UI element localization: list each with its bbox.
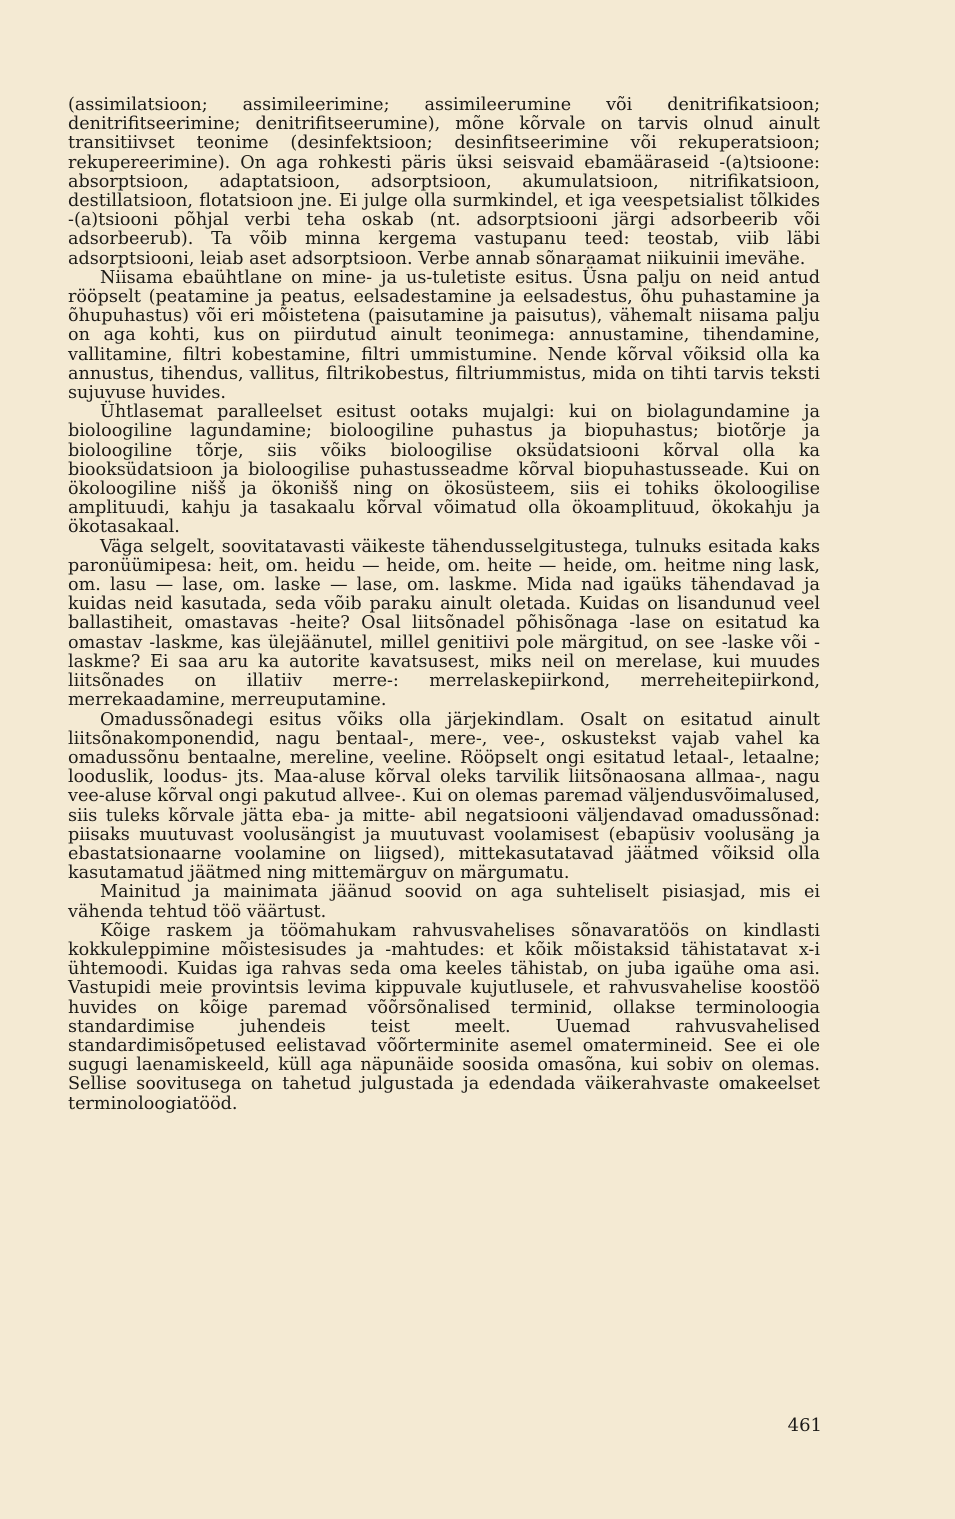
paragraph-1: (assimilatsioon; assimileerimine; assimileerumine või denitrifikatsioon; denitrifitseerimine; denitrifitseerumine), mõne kõrvale on tarvis olnud ainult transitiivset teonime (desinfektsioon; desinfitseerimine või rekuperatsioon; rekupereerimine). On aga rohkesti päris üksi seisvaid ebamääraseid -(a)tsioone: absorptsioon, adaptatsioon, adsorptsioon, akumulatsioon, nitrifikatsioon, destillatsioon, flotatsioon jne. Ei julge olla surmkindel, et iga veespetsialist tõlkides -(a)tsiooni põhjal verbi teha oskab (nt. adsorptsiooni järgi adsorbeerib või adsorbeerub). Ta võib minna kergema vastupanu teed: teostab, viib läbi adsorptsiooni, leiab aset adsorptsioon. Verbe annab sõnaraamat niikuinii imevähe. [68,95,820,269]
paragraph-6: Mainitud ja mainimata jäänud soovid on aga suhteliselt pisiasjad, mis ei vähenda tehtud töö väärtust. [68,882,820,922]
page-body [68,96,820,1114]
paragraph-4: Väga selgelt, soovitatavasti väikeste tähendusselgitustega, tulnuks esitada kaks paronüümipesa: heit, om. heidu — heide, om. heite — heide, om. heitme ning lask, om. lasu — lase, om. laske — lase, om. laskme. Mida nad igaüks tähendavad ja kuidas neid kasutada, seda võib paraku ainult oletada. Kuidas on lisandunud veel ballastiheit, omastavas -heite? Osal liitsõnadel põhisõnaga -lase on esitatud ka omastav -laskme, kas ülejäänutel, millel genitiivi pole märgitud, on see -laske või -laskme? Ei saa aru ka autorite kavatsusest, miks neil on merelase, kui muudes liitsõnades on illatiiv merre-: merrelaskepiirkond, merreheitepiirkond, merrekaadamine, merreuputamine. [68,536,820,711]
paragraph-7: Kõige raskem ja töömahukam rahvusvahelises sõnavaratöös on kindlasti kokkuleppimine mõistesisudes ja -mahtudes: et kõik mõistaksid tähistatavat x-i ühtemoodi. Kuidas iga rahvas seda oma keeles tähistab, on juba igaühe oma asi. Vastupidi meie provintsis levima kippuvale kujutlusele, et rahvusvahelise koostöö huvides on kõige paremad võõrsõnalised terminid, ollakse terminoloogia standardimise juhendeis teist meelt. Uuemad rahvusvahelised standardimisõpetused eelistavad võõrterminite asemel omatermineid. See ei ole sugugi laenamiskeeld, küll aga näpunäide soosida omasõna, kui sobiv on olemas. Sellise soovitusega on tahetud julgustada ja edendada väikerahvaste omakeelset terminoloogiatööd. [68,920,820,1114]
page-number: 461 [787,1415,822,1436]
paragraph-2: Niisama ebaühtlane on mine- ja us-tuletiste esitus. Üsna palju on neid antud rööpselt (peatamine ja peatus, eelsadestamine ja eelsadestus, õhu puhastamine ja õhupuhastus) või eri mõistetena (paisutamine ja paisutus), vähemalt niisama palju on aga kohti, kus on piirdutud ainult teonimega: annustamine, tihendamine, vallitamine, filtri kobestamine, filtri ummistumine. Nende kõrval võiksid olla ka annustus, tihendus, vallitus, filtrikobestus, filtriummistus, mida on tihti tarvis teksti sujuvuse huvides. [68,267,820,404]
paragraph-5: Omadussõnadegi esitus võiks olla järjekindlam. Osalt on esitatud ainult liitsõnakomponendid, nagu bentaal-, mere-, vee-, oskustekst vajab vahel ka omadussõnu bentaalne, mereline, veeline. Rööpselt ongi esitatud letaal-, letaalne; looduslik, loodus- jts. Maa-aluse kõrval oleks tarvilik liitsõnaosana allmaa-, nagu vee-aluse kõrval ongi pakutud allvee-. Kui on olemas paremad väljendusvõimalused, siis tuleks kõrvale jätta eba- ja mitte- abil negatsiooni väljendavad omadussõnad: piisaks muutuvast voolusängist ja muutuvast voolamisest (ebapüsiv voolusäng ja ebastatsionaarne voolamine on liigsed), mittekasutatavad jäätmed võiksid olla kasutamatud jäätmed ning mittemärguv on märgumatu. [68,709,820,884]
paragraph-3: Ühtlasemat paralleelset esitust ootaks mujalgi: kui on biolagundamine ja bioloogiline lagundamine; bioloogiline puhastus ja biopuhastus; biotõrje ja bioloogiline tõrje, siis võiks bioloogilise oksüdatsiooni kõrval olla ka biooksüdatsioon ja bioloogilise puhastusseadme kõrval biopuhastusseade. Kui on ökoloogiline nišš ja ökonišš ning on ökosüsteem, siis ei tohiks ökoloogilise amplituudi, kahju ja tasakaalu kõrval võimatud olla ökoamplituud, ökokahju ja ökotasakaal. [68,402,820,538]
